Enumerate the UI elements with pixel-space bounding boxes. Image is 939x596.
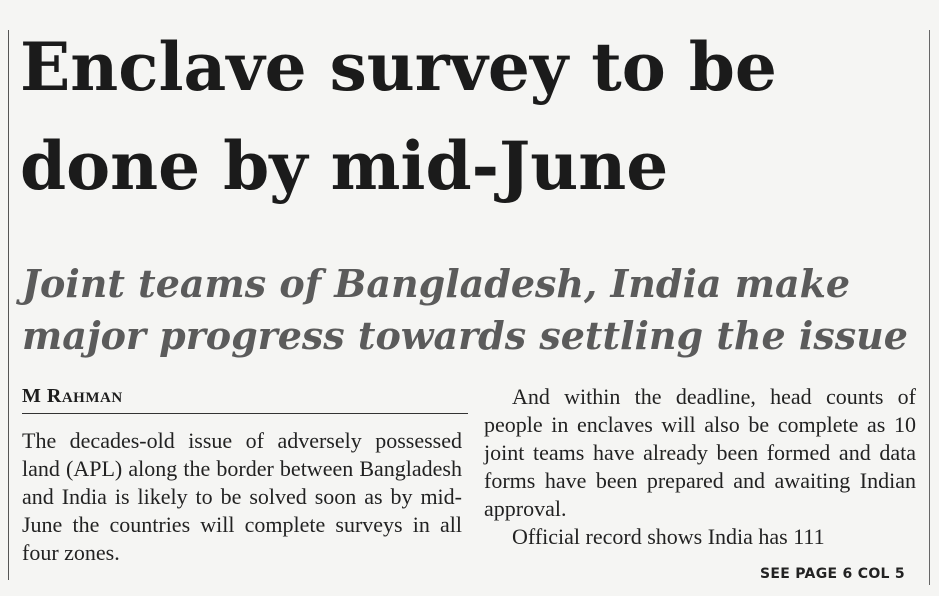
article-paragraph-3: Official record shows India has 111 [512,524,825,549]
article-column-1-text: The decades-old issue of adversely possessed land (APL) along the border between Bangladesh and India is likely to be solved soon as by mid-June the countries will complete surveys in all four zones. [22,428,462,565]
subheadline [22,258,922,362]
headline-line-1: Enclave survey to be [20,28,777,106]
headline-line-2: done by mid-June [20,127,669,205]
byline [22,384,123,410]
article-column-2 [484,383,916,551]
article-column-1 [22,427,462,567]
headline [20,18,920,216]
subheadline-line-1: Joint teams of Bangladesh, India make [22,261,851,306]
byline-divider [22,413,468,414]
byline-initial: M R [22,385,62,407]
right-column-rule [929,30,930,585]
subheadline-line-2: major progress towards settling the issue [22,313,908,358]
left-column-rule [8,30,9,580]
byline-smallcaps: AHMAN [61,390,123,406]
jump-line: SEE PAGE 6 COL 5 [760,566,905,582]
article-paragraph-2: And within the deadline, head counts of people in enclaves will also be complete as 10 joint teams have already been formed and data forms have been prepared and awaiting Indian approval. [484,384,916,521]
